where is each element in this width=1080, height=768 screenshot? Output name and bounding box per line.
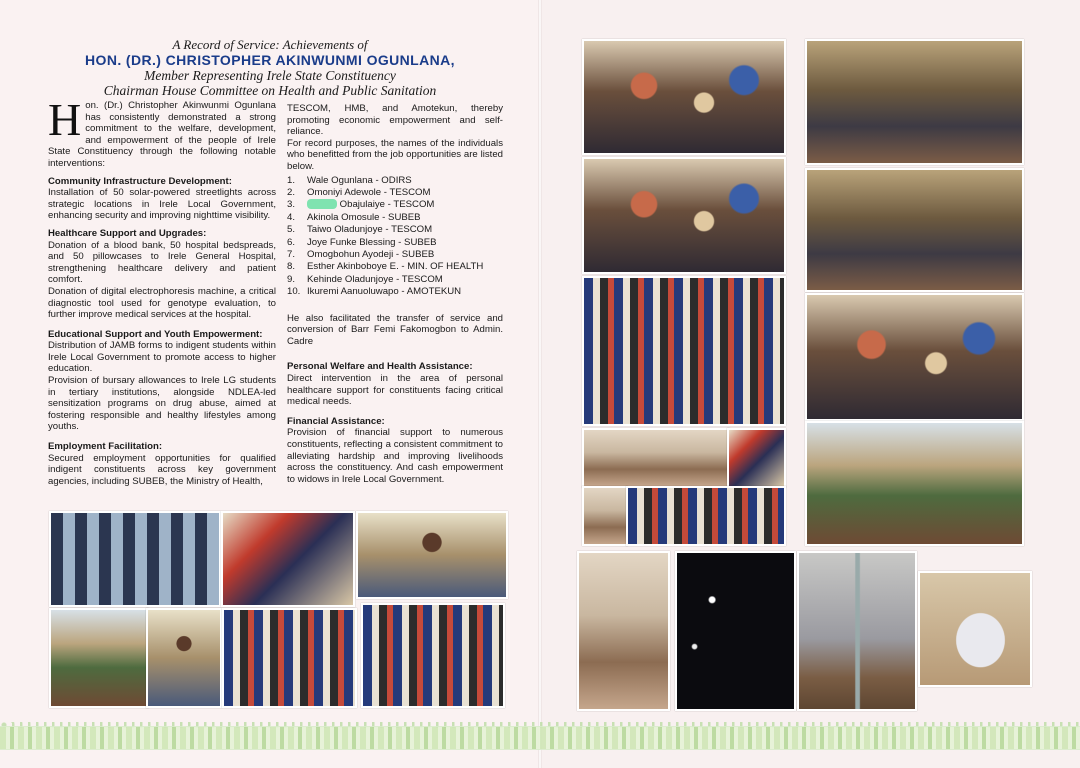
photo-ward-2 xyxy=(582,486,628,546)
list-item: 2. Omoniyi Adewole - TESCOM xyxy=(287,186,431,198)
photo-widows-outdoor xyxy=(805,421,1024,546)
floral-border xyxy=(0,726,1080,750)
health-text-1: Donation of a blood bank, 50 hospital bedspreads, and 50 pillowcases to Irele General Hospital, strengthening healthcare delivery and patient comfort. xyxy=(48,239,276,286)
health-heading: Healthcare Support and Upgrades: xyxy=(48,227,207,239)
drop-cap: H xyxy=(48,94,82,145)
edu-text-1: Distribution of JAMB forms to indigent students within Irele Local Government to promote access to higher education. xyxy=(48,340,276,375)
photo-crowd-1 xyxy=(582,39,786,155)
employment-continued: TESCOM, HMB, and Amotekun, thereby promoting economic empowerment and self-reliance. xyxy=(287,103,503,138)
intro-text: on. (Dr.) Christopher Akinwunmi Ogunlana has consistently demonstrated a strong commitment to the welfare, development, and empowerment of the people of Irele State Constituency through the following notable interventions: xyxy=(48,100,276,169)
health-text-2: Donation of digital electrophoresis machine, a critical diagnostic tool used for genotype evaluation, to further improve medical services at the hospital. xyxy=(48,285,276,321)
list-item: 1. Wale Ogunlana - ODIRS xyxy=(287,174,412,186)
list-item: 10. Ikuremi Aanuoluwapo - AMOTEKUN xyxy=(287,286,462,298)
photo-speaker xyxy=(356,511,508,599)
list-item: 3. Obajulaiye - TESCOM xyxy=(287,199,435,211)
list-item: 7. Omogbohun Ayodeji - SUBEB xyxy=(287,249,435,260)
photo-streetlights-night xyxy=(675,551,796,711)
header xyxy=(0,38,540,98)
photo-solar-pole xyxy=(797,551,917,711)
beneficiary-list xyxy=(287,175,503,299)
photo-ward-1 xyxy=(582,428,730,488)
text-column-left xyxy=(48,94,276,487)
financial-text: Provision of financial support to numerous constituents, reflecting a consistent commitment to alleviating hardship and improving livelihoods across the constituency. And cash empowerment to widows in Irele Local Government. xyxy=(287,427,503,485)
welfare-text: Direct intervention in the area of personal healthcare support for constituents facing critical medical needs. xyxy=(287,373,503,408)
photo-group-banner xyxy=(222,608,357,708)
list-item: 9. Kehinde Oladunjoye - TESCOM xyxy=(287,273,443,285)
list-item: 4. Akinola Omosule - SUBEB xyxy=(287,211,421,223)
photo-electrophoresis-machine xyxy=(918,571,1032,687)
financial-heading: Financial Assistance: xyxy=(287,415,385,427)
text-column-right xyxy=(287,103,503,485)
photo-hospital-beds xyxy=(577,551,670,711)
photo-hall-meeting-2 xyxy=(805,168,1024,292)
photo-handover xyxy=(221,511,355,607)
welfare-heading: Personal Welfare and Health Assistance: xyxy=(287,361,473,373)
photo-audience xyxy=(805,293,1024,421)
page-spine xyxy=(538,0,542,768)
photo-ward-detail xyxy=(727,428,786,488)
intro-paragraph xyxy=(48,94,276,170)
member-line: Member Representing Irele State Constituency xyxy=(144,68,396,83)
redaction-mark xyxy=(307,199,337,209)
edu-heading: Educational Support and Youth Empowerment: xyxy=(48,328,263,340)
edu-text-2: Provision of bursary allowances to Irele LG students in tertiary institutions, alongside NDLEA-led sensitization programs on drug abuse, aimed at fostering responsible and healthy lifestyles among youths. xyxy=(48,375,276,433)
record-line: A Record of Service: Achievements of xyxy=(172,37,368,52)
photo-speaker-crowd xyxy=(582,157,786,274)
infra-heading: Community Infrastructure Development: xyxy=(48,175,232,187)
honoree-name: HON. (DR.) CHRISTOPHER AKINWUNMI OGUNLANA, xyxy=(85,52,455,68)
list-item: 5. Taiwo Oladunjoye - TESCOM xyxy=(287,224,433,236)
photo-ward-3 xyxy=(626,486,786,546)
transfer-text: He also facilitated the transfer of service and conversion of Barr Femi Fakomogbon to Admin. Cadre xyxy=(287,312,503,347)
photo-hall-meeting xyxy=(805,39,1024,165)
list-item: 6. Joye Funke Blessing - SUBEB xyxy=(287,236,437,248)
infra-text: Installation of 50 solar-powered streetlights across strategic locations in Irele Local Government, enhancing security and improving nighttime visibility. xyxy=(48,187,276,222)
employment-text: Secured employment opportunities for qualified indigent constituents across key government agencies, including SUBEB, the Ministry of Health, xyxy=(48,452,276,487)
record-text: For record purposes, the names of the individuals who benefitted from the job opportunities are listed below. xyxy=(287,137,503,172)
list-item: 8. Esther Akinboboye E. - MIN. OF HEALTH xyxy=(287,261,484,273)
employment-heading: Employment Facilitation: xyxy=(48,441,163,453)
chairman-line: Chairman House Committee on Health and Public Sanitation xyxy=(103,83,437,98)
photo-outdoor-event xyxy=(49,608,149,708)
photo-cbt-centre xyxy=(49,511,221,607)
photo-youth-group xyxy=(361,603,505,708)
photo-official xyxy=(146,608,222,708)
photo-beneficiaries xyxy=(582,276,786,426)
